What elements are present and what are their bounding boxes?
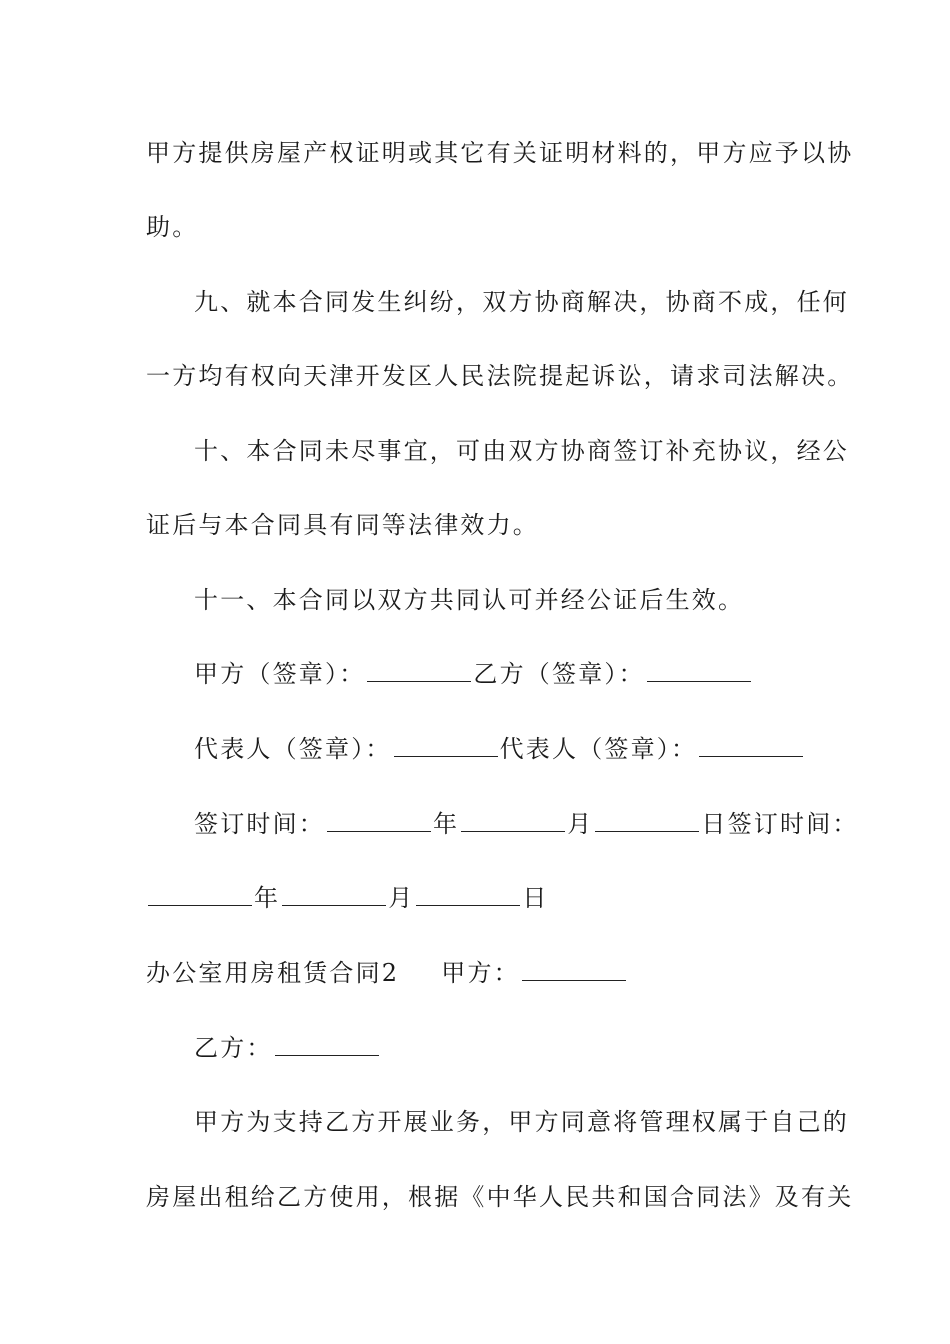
day-label: 日 — [701, 810, 728, 838]
party-a-sign-label: 甲方（签章）： — [194, 660, 366, 688]
text-line: 证后与本合同具有同等法律效力。 — [146, 511, 539, 539]
party-b-sign-blank[interactable] — [647, 661, 751, 682]
rep-a-blank[interactable] — [394, 736, 498, 757]
contract-2-header — [146, 958, 816, 988]
text-line: 助。 — [146, 213, 199, 241]
year-blank-2[interactable] — [148, 885, 252, 906]
party-a-label: 甲方： — [441, 959, 520, 987]
clause-10: 十、本合同未尽事宜，可由双方协商签订补充协议，经公 — [194, 437, 849, 465]
party-b-blank[interactable] — [275, 1035, 379, 1056]
party-b-label: 乙方： — [194, 1034, 273, 1062]
rep-a-label: 代表人（签章）： — [194, 735, 392, 763]
signature-line-parties — [194, 659, 864, 689]
text-line: 甲方提供房屋产权证明或其它有关证明材料的，甲方应予以协 — [146, 139, 854, 167]
year-blank[interactable] — [327, 811, 431, 832]
date-label-2: 签订时间： — [727, 810, 859, 838]
party-a-blank[interactable] — [522, 960, 626, 981]
clause-11: 十一、本合同以双方共同认可并经公证后生效。 — [194, 586, 745, 614]
clause-9: 九、就本合同发生纠纷，双方协商解决，协商不成，任何 — [194, 288, 849, 316]
year-label: 年 — [433, 810, 460, 838]
year-label-2: 年 — [254, 884, 281, 912]
rep-b-blank[interactable] — [699, 736, 803, 757]
date-label: 签订时间： — [194, 810, 325, 838]
party-b-sign-label: 乙方（签章）： — [473, 660, 645, 688]
month-blank[interactable] — [461, 811, 565, 832]
party-b-line — [194, 1033, 864, 1063]
party-a-sign-blank[interactable] — [367, 661, 471, 682]
signature-line-representatives — [194, 734, 864, 764]
day-blank-2[interactable] — [416, 885, 520, 906]
day-blank[interactable] — [595, 811, 699, 832]
contract-2-title: 办公室用房租赁合同2 — [146, 959, 400, 987]
month-label-2: 月 — [388, 884, 415, 912]
date-line-2 — [146, 883, 816, 913]
text-line: 一方均有权向天津开发区人民法院提起诉讼，请求司法解决。 — [146, 362, 854, 390]
day-label-2: 日 — [522, 884, 549, 912]
paragraph-line: 房屋出租给乙方使用，根据《中华人民共和国合同法》及有关 — [146, 1183, 854, 1211]
date-line-1 — [194, 809, 864, 839]
month-blank-2[interactable] — [282, 885, 386, 906]
paragraph-line: 甲方为支持乙方开展业务，甲方同意将管理权属于自己的 — [194, 1108, 849, 1136]
month-label: 月 — [567, 810, 594, 838]
rep-b-label: 代表人（签章）： — [499, 735, 698, 763]
